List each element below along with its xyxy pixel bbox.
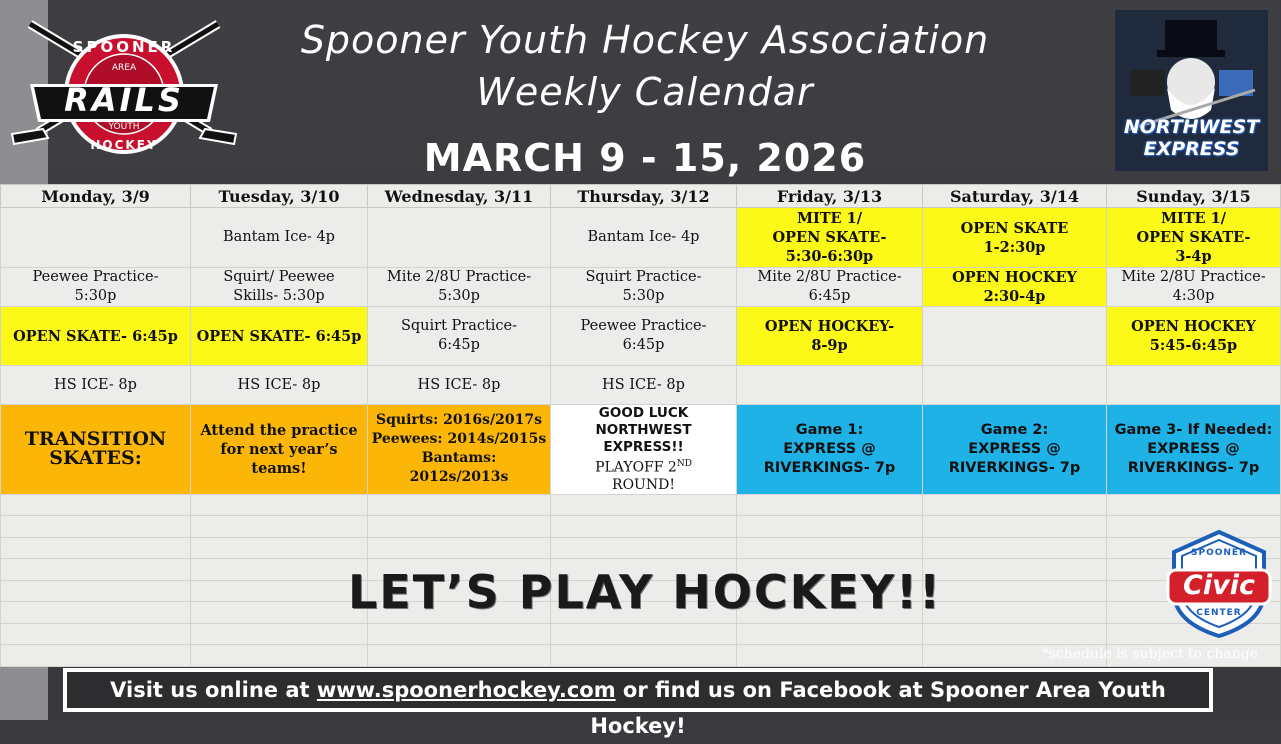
empty-cell [551, 645, 737, 667]
event-line: 3-4p [1175, 248, 1212, 265]
event-cell: Bantam Ice- 4p [551, 208, 737, 268]
schedule-row [1, 366, 1281, 405]
empty-cell [368, 645, 551, 667]
event-line: 5:30p [438, 288, 480, 304]
empty-cell [1, 516, 191, 538]
event-line: Squirt Practice- [585, 269, 702, 285]
empty-cell [551, 516, 737, 538]
empty-cell [368, 516, 551, 538]
day-header-sunday: Sunday, 3/15 [1107, 185, 1281, 208]
empty-cell [1, 494, 191, 516]
day-header-row [1, 185, 1281, 208]
event-cell-empty [923, 366, 1107, 405]
event-cell [1, 268, 191, 307]
event-line: Skills- 5:30p [233, 288, 325, 304]
event-line: 5:30-6:30p [785, 248, 874, 265]
rails-logo-bottom: HOCKEY [90, 138, 158, 152]
empty-cell [923, 494, 1107, 516]
event-line: MITE 1/ [796, 210, 863, 227]
event-line: 1-2:30p [983, 238, 1046, 256]
event-line: EXPRESS @ [968, 440, 1061, 457]
event-cell [551, 268, 737, 307]
event-cell: Bantam Ice- 4p [191, 208, 368, 268]
event-cell-highlight: OPEN SKATE- 6:45p [1, 307, 191, 366]
event-line: 6:45p [622, 337, 665, 353]
empty-cell [1, 645, 191, 667]
rails-logo-top: SPOONER [72, 38, 176, 56]
empty-cell [191, 537, 368, 559]
game-cell [737, 405, 923, 495]
event-line: 2:30-4p [983, 288, 1046, 305]
empty-cell [368, 623, 551, 645]
event-line: Peewee Practice- [580, 318, 707, 334]
date-range: MARCH 9 - 15, 2026 [423, 136, 867, 180]
day-header-monday: Monday, 3/9 [1, 185, 191, 208]
empty-cell [737, 494, 923, 516]
event-cell-highlight [1107, 208, 1281, 268]
game-cell [1107, 405, 1281, 495]
event-cell-highlight [923, 208, 1107, 268]
event-line: OPEN HOCKEY- [764, 318, 895, 335]
empty-row [1, 494, 1281, 516]
empty-cell [1107, 494, 1281, 516]
title-line1: Spooner Youth Hockey Association [300, 18, 990, 62]
empty-row [1, 623, 1281, 645]
event-cell: HS ICE- 8p [368, 366, 551, 405]
event-line: Game 2: [980, 421, 1049, 438]
event-cell-empty [923, 307, 1107, 366]
rails-logo-youth: YOUTH [108, 122, 140, 132]
game-cell [923, 405, 1107, 495]
empty-row [1, 537, 1281, 559]
empty-cell [737, 516, 923, 538]
event-cell [368, 268, 551, 307]
empty-cell [737, 623, 923, 645]
empty-cell [923, 623, 1107, 645]
empty-cell [551, 537, 737, 559]
event-line: MITE 1/ [1160, 210, 1227, 227]
website-link[interactable]: www.spoonerhockey.com [316, 678, 616, 702]
event-cell-empty [737, 366, 923, 405]
title-line2: Weekly Calendar [476, 70, 814, 114]
schedule-note: *schedule is subject to change [1041, 646, 1258, 662]
round-suffix: ND [676, 459, 692, 469]
event-line: EXPRESS @ [783, 440, 876, 457]
event-cell-highlight [737, 307, 923, 366]
event-cell-highlight: OPEN SKATE- 6:45p [191, 307, 368, 366]
event-cell [368, 307, 551, 366]
event-line: 6:45p [808, 288, 851, 304]
event-line: OPEN HOCKEY [952, 269, 1077, 286]
empty-cell [191, 645, 368, 667]
civic-center-logo [1166, 530, 1272, 638]
good-luck-cell [551, 405, 737, 495]
event-line: GOOD LUCK [598, 405, 689, 421]
event-line: 5:45-6:45p [1149, 337, 1238, 354]
event-line: 5:30p [622, 288, 665, 304]
event-line: teams! [251, 459, 307, 477]
event-line: EXPRESS @ [1147, 440, 1240, 457]
rails-logo-area: AREA [111, 63, 137, 73]
event-line: NORTHWEST EXPRESS!! [595, 422, 692, 455]
event-cell-highlight [737, 208, 923, 268]
civic-logo-bottom: CENTER [1196, 608, 1242, 618]
transition-info-cell [191, 405, 368, 495]
event-cell-highlight [1107, 307, 1281, 366]
event-line: Squirt/ Peewee [223, 269, 335, 285]
event-line: Mite 2/8U Practice- [757, 269, 902, 285]
civic-logo-top: SPOONER [1191, 548, 1247, 558]
empty-cell [737, 537, 923, 559]
event-line: RIVERKINGS- 7p [1127, 459, 1260, 476]
event-cell [737, 268, 923, 307]
empty-row [1, 516, 1281, 538]
event-line: Peewees: 2014s/2015s [371, 431, 547, 448]
birth-years-cell [368, 405, 551, 495]
event-line [553, 456, 734, 477]
event-line: RIVERKINGS- 7p [948, 459, 1081, 476]
empty-cell [191, 623, 368, 645]
event-line: Game 1: [795, 421, 864, 438]
event-line: Mite 2/8U Practice- [386, 269, 532, 285]
day-header-saturday: Saturday, 3/14 [923, 185, 1107, 208]
event-cell-empty [1107, 366, 1281, 405]
event-line: for next year’s [220, 440, 338, 458]
event-line: OPEN SKATE- [1136, 229, 1251, 246]
event-line: Squirts: 2016s/2017s [376, 412, 542, 429]
schedule-row [1, 268, 1281, 307]
event-cell [1107, 268, 1281, 307]
empty-cell [191, 516, 368, 538]
event-cell-empty [368, 208, 551, 268]
empty-cell [1, 602, 191, 624]
event-line: Attend the practice [200, 421, 358, 439]
nwx-logo-line1: NORTHWEST [1123, 116, 1260, 138]
empty-cell [1, 537, 191, 559]
nwx-logo-line2: EXPRESS [1143, 138, 1240, 160]
footer-text-2: or find us on Facebook at [615, 678, 930, 702]
event-cell-highlight [923, 268, 1107, 307]
facebook-page-name: Spooner Area Youth Hockey! [590, 678, 1166, 738]
empty-cell [551, 623, 737, 645]
event-line: TRANSITION [24, 428, 167, 451]
footer-text-1: Visit us online at [110, 678, 317, 702]
event-cell: HS ICE- 8p [551, 366, 737, 405]
schedule-row [1, 208, 1281, 268]
event-line: Peewee Practice- [32, 269, 159, 285]
event-cell [551, 307, 737, 366]
event-line: Bantams: 2012s/2013s [409, 450, 509, 486]
northwest-express-logo [1115, 10, 1268, 171]
event-line: OPEN HOCKEY [1131, 318, 1256, 335]
slogan: LET’S PLAY HOCKEY!! [348, 565, 942, 619]
empty-cell [923, 516, 1107, 538]
empty-cell [368, 537, 551, 559]
empty-cell [923, 537, 1107, 559]
event-line: 6:45p [438, 337, 480, 353]
playoff-text: PLAYOFF 2 [595, 459, 677, 476]
empty-cell [191, 494, 368, 516]
event-line: SKATES: [49, 447, 142, 470]
schedule-row [1, 405, 1281, 495]
event-cell [191, 268, 368, 307]
rails-logo-main: RAILS [64, 81, 184, 119]
event-cell: HS ICE- 8p [191, 366, 368, 405]
empty-cell [551, 494, 737, 516]
event-line: OPEN SKATE [960, 219, 1069, 237]
event-line: Squirt Practice- [400, 318, 518, 334]
day-header-tuesday: Tuesday, 3/10 [191, 185, 368, 208]
day-header-thursday: Thursday, 3/12 [551, 185, 737, 208]
event-line: RIVERKINGS- 7p [763, 459, 896, 476]
event-line: ROUND! [612, 476, 675, 493]
empty-cell [737, 645, 923, 667]
transition-skates-cell [1, 405, 191, 495]
empty-cell [1, 559, 191, 581]
event-line: Mite 2/8U Practice- [1121, 269, 1266, 285]
empty-cell [368, 494, 551, 516]
schedule-row [1, 307, 1281, 366]
empty-cell [1, 623, 191, 645]
event-line: 8-9p [811, 337, 848, 354]
event-line: OPEN SKATE- [772, 229, 887, 246]
event-line: 4:30p [1172, 288, 1215, 304]
event-cell: HS ICE- 8p [1, 366, 191, 405]
day-header-friday: Friday, 3/13 [737, 185, 923, 208]
day-header-wednesday: Wednesday, 3/11 [368, 185, 551, 208]
event-line: 5:30p [74, 288, 117, 304]
empty-cell [1, 580, 191, 602]
event-line: Game 3- If Needed: [1114, 421, 1273, 438]
footer-banner [63, 668, 1213, 738]
rails-logo [10, 14, 238, 164]
civic-logo-main: Civic [1183, 570, 1255, 601]
event-cell-empty [1, 208, 191, 268]
